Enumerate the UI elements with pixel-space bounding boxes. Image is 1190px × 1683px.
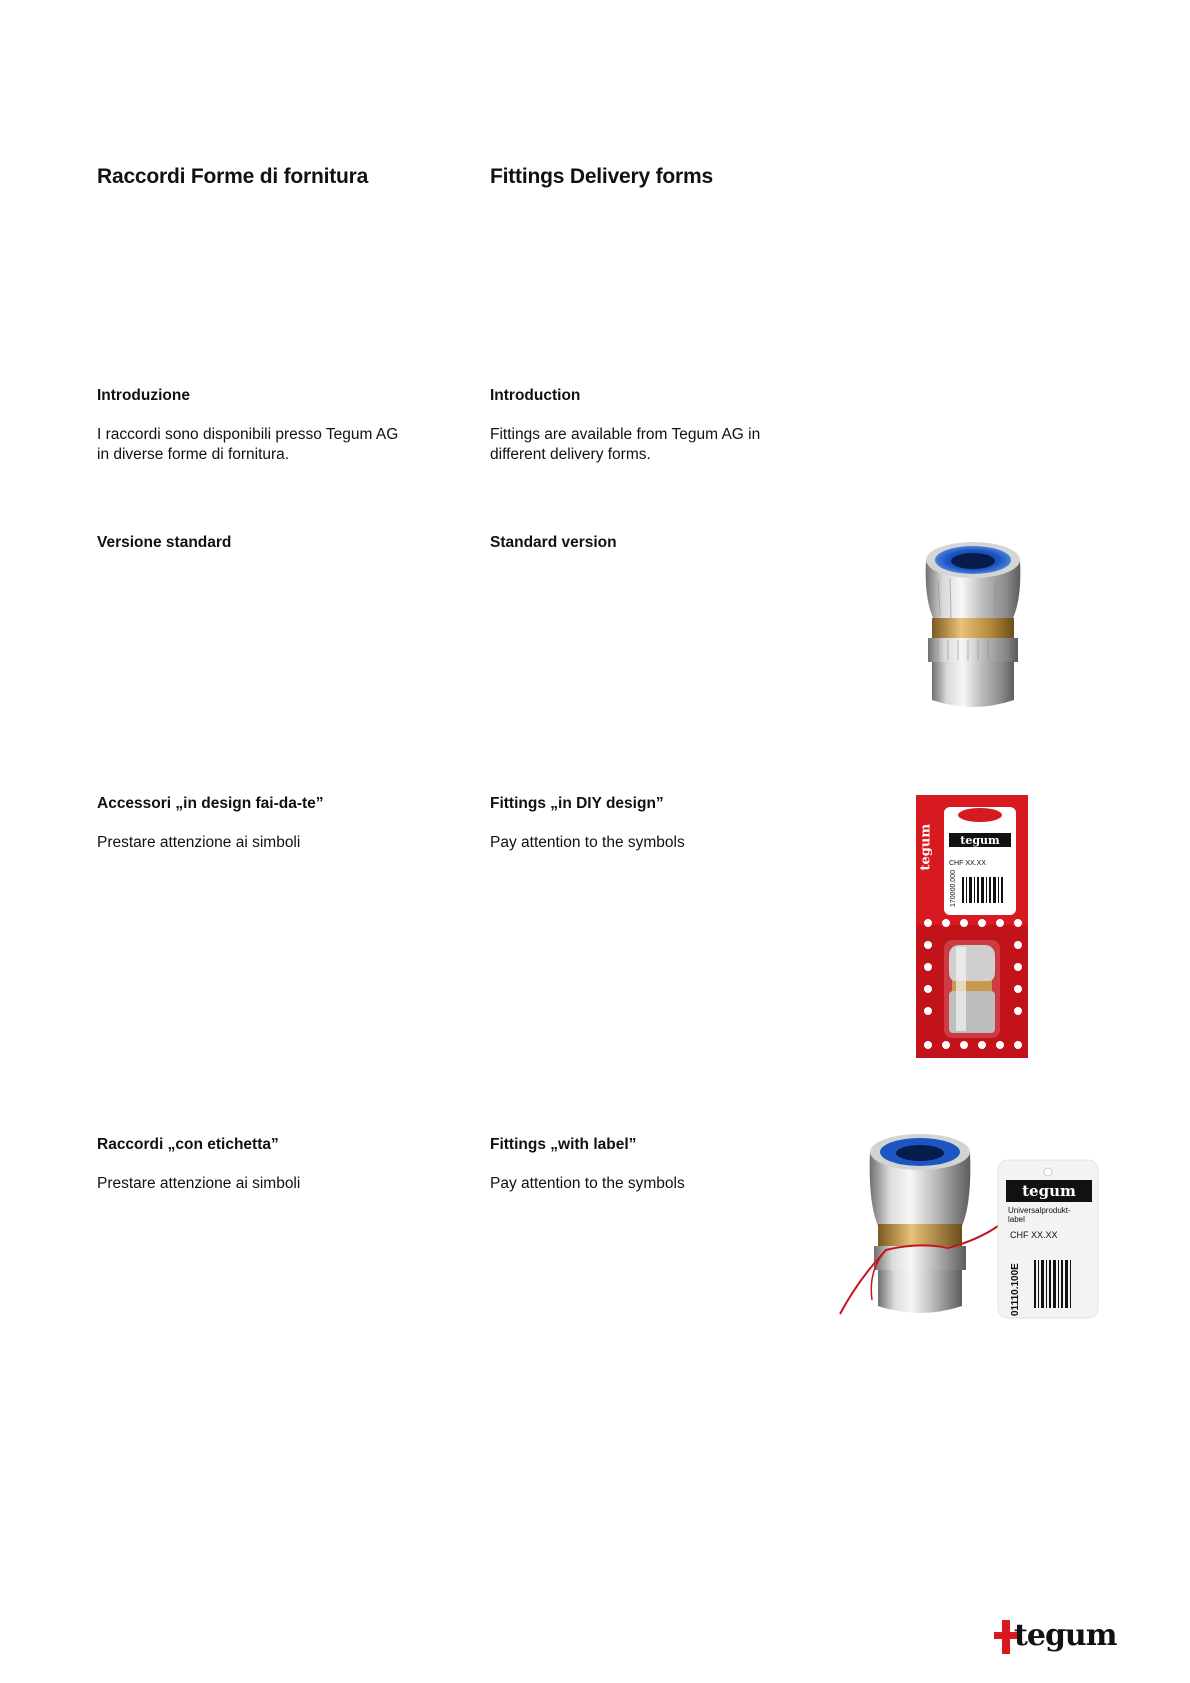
intro-text-it [97, 425, 398, 465]
label-heading-en: Fittings „with label” [490, 1136, 637, 1153]
tag-price: CHF XX.XX [1010, 1230, 1058, 1240]
diy-blister-card-image [916, 795, 1028, 1058]
diy-card-price: CHF XX.XX [949, 860, 986, 867]
diy-text-it: Prestare attenzione ai simboli [97, 834, 301, 851]
diy-text-en: Pay attention to the symbols [490, 834, 685, 851]
intro-text-it-line: in diverse forme di fornitura. [97, 446, 290, 463]
standard-fitting-image [918, 530, 1028, 720]
intro-heading-it: Introduzione [97, 387, 190, 404]
label-fitting-image [838, 1130, 1100, 1320]
intro-text-en [490, 425, 760, 465]
diy-card-brand: tegum [960, 834, 1000, 847]
diy-heading-it: Accessori „in design fai-da-te” [97, 795, 324, 812]
diy-heading-en: Fittings „in DIY design” [490, 795, 664, 812]
tag-description-line: label [1008, 1215, 1025, 1224]
tag-description-line: Universalprodukt- [1008, 1206, 1071, 1215]
tegum-logo [994, 1616, 1117, 1660]
tag-code: 01110.100E [1010, 1263, 1021, 1316]
intro-heading-en: Introduction [490, 387, 581, 404]
tag-description [1008, 1206, 1071, 1224]
diy-card-side-brand: tegum [918, 823, 934, 871]
page-title-it: Raccordi Forme di fornitura [97, 165, 369, 188]
label-heading-it: Raccordi „con etichetta” [97, 1136, 279, 1153]
label-text-en: Pay attention to the symbols [490, 1175, 685, 1192]
intro-text-en-line: Fittings are available from Tegum AG in [490, 426, 761, 443]
intro-text-it-line: I raccordi sono disponibili presso Tegum AG [97, 426, 399, 443]
intro-text-en-line: different delivery forms. [490, 446, 651, 463]
label-text-it: Prestare attenzione ai simboli [97, 1175, 301, 1192]
tegum-logo-text: tegum [1014, 1618, 1117, 1653]
diy-card-code: 170000.000 [950, 870, 957, 907]
tag-brand: tegum [1022, 1182, 1076, 1200]
standard-heading-en: Standard version [490, 534, 617, 551]
page-title-en: Fittings Delivery forms [490, 165, 713, 188]
standard-heading-it: Versione standard [97, 534, 232, 551]
